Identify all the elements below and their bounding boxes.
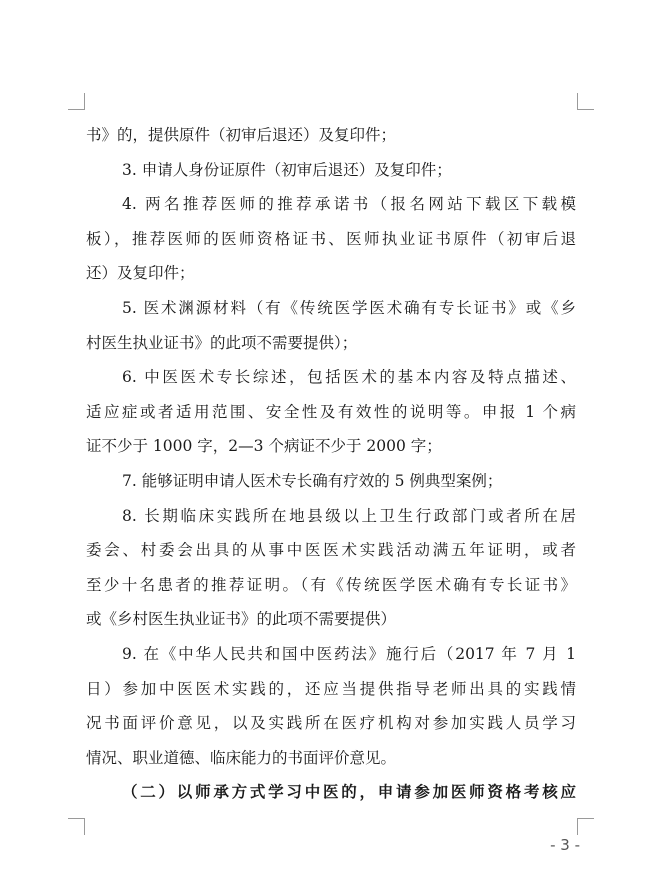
text-line: 书》的，提供原件（初审后退还）及复印件；	[86, 126, 397, 144]
text-line: 日）参加中医医术实践的，还应当提供指导老师出具的实践情	[86, 679, 576, 698]
body-text	[86, 118, 576, 810]
text-line: 情况、职业道德、临床能力的书面评价意见。	[86, 748, 397, 767]
text-line: 5. 医术渊源材料（有《传统医学医术确有专长证书》或《乡	[122, 298, 576, 317]
crop-mark-top-right	[577, 93, 594, 110]
crop-mark-top-left	[68, 93, 85, 110]
text-line: 板），推荐医师的医师资格证书、医师执业证书原件（初审后退	[86, 229, 576, 248]
text-line: 4. 两名推荐医师的推荐承诺书（报名网站下载区下载模	[122, 195, 576, 214]
text-line: 7. 能够证明申请人医术专长确有疗效的 5 例典型案例；	[122, 471, 503, 490]
text-line: 还）及复印件；	[86, 264, 195, 283]
text-line: 或《乡村医生执业证书》的此项不需要提供）	[86, 610, 397, 629]
text-line: 委会、村委会出具的从事中医医术实践活动满五年证明，或者	[86, 541, 576, 560]
crop-mark-bottom-right	[577, 818, 594, 835]
crop-mark-bottom-left	[68, 818, 85, 835]
text-line: 适应症或者适用范围、安全性及有效性的说明等。申报 1 个病	[86, 402, 576, 421]
page-number: - 3 -	[550, 836, 580, 854]
text-line: 6. 中医医术专长综述，包括医术的基本内容及特点描述、	[122, 368, 576, 387]
text-line: 证不少于 1000 字，2—3 个病证不少于 2000 字；	[86, 437, 442, 456]
text-line: 3. 申请人身份证原件（初审后退还）及复印件；	[122, 160, 452, 179]
text-line: 况书面评价意见，以及实践所在医疗机构对参加实践人员学习	[86, 714, 576, 733]
section-heading: （二）以师承方式学习中医的，申请参加医师资格考核应	[122, 782, 576, 802]
text-line: 至少十名患者的推荐证明。（有《传统医学医术确有专长证书》	[86, 575, 576, 594]
text-line: 8. 长期临床实践所在地县级以上卫生行政部门或者所在居	[122, 506, 576, 525]
text-line: 9. 在《中华人民共和国中医药法》施行后（2017 年 7 月 1	[122, 644, 576, 663]
text-line: 村医生执业证书》的此项不需要提供）；	[86, 333, 358, 352]
